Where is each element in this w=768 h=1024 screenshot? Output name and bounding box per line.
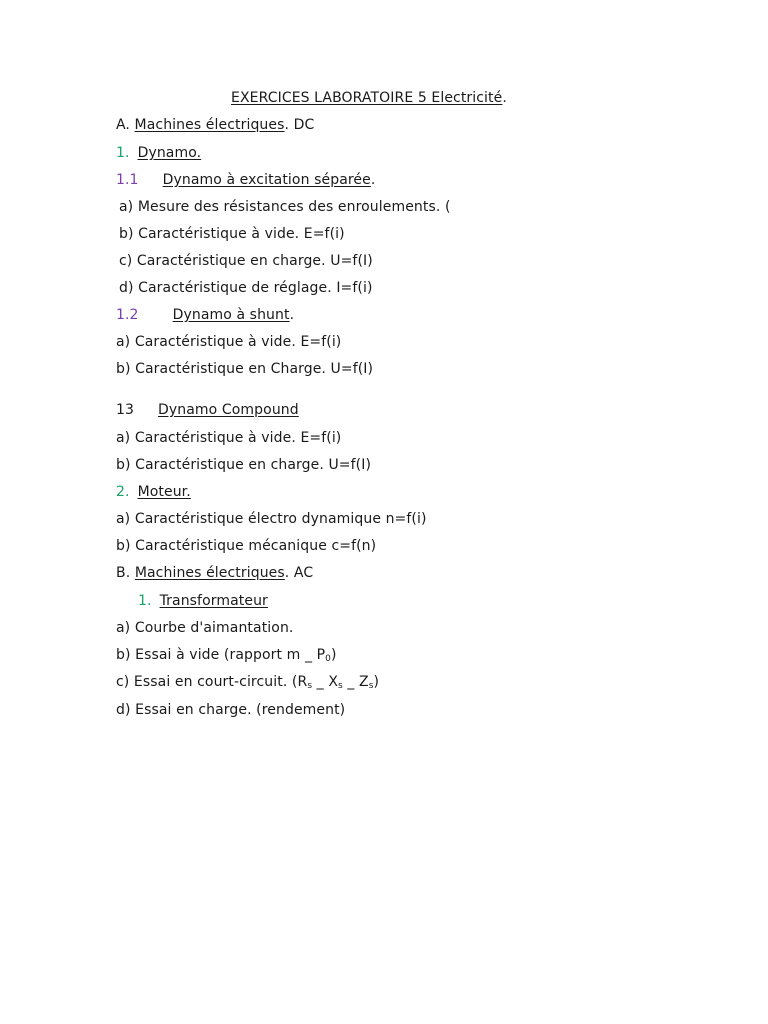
list-item <box>116 456 371 474</box>
list-text: Essai en court-circuit. (R <box>133 674 308 690</box>
subsection-1-2-title: Dynamo à shunt <box>172 307 290 323</box>
list-text-mid: _ Z <box>342 674 369 690</box>
list-marker: a) <box>119 199 134 215</box>
list-text-end: ) <box>373 674 380 690</box>
subsection-1-3-title: Dynamo Compound <box>158 402 299 418</box>
subsection-1-2-heading <box>116 306 294 324</box>
subscript: s <box>368 681 374 691</box>
list-marker: b) <box>116 457 131 473</box>
list-item <box>119 252 373 270</box>
list-text: Caractéristique électro dynamique n=f(i) <box>134 511 427 527</box>
title-dot: . <box>502 90 507 106</box>
dynamo-number: 1. <box>116 145 130 161</box>
list-item <box>116 429 341 447</box>
list-text: Caractéristique à vide. E=f(i) <box>134 430 342 446</box>
subsection-1-2-number: 1.2 <box>116 307 139 323</box>
section-b-letter: B. <box>116 565 131 581</box>
section-a-suffix: . DC <box>284 117 315 133</box>
list-item <box>116 673 379 691</box>
subsection-1-3-heading <box>116 401 299 419</box>
subsection-1-2-dot: . <box>289 307 295 323</box>
list-text: Essai en charge. (rendement) <box>135 702 346 718</box>
subscript: s <box>338 681 343 691</box>
list-item <box>116 510 427 528</box>
moteur-number: 2. <box>116 484 130 500</box>
moteur-title: Moteur. <box>137 484 191 500</box>
list-marker: b) <box>116 361 131 377</box>
transformateur-heading <box>138 592 268 610</box>
list-marker: a) <box>116 430 131 446</box>
list-item <box>116 701 345 719</box>
list-text: Mesure des résistances des enroulements. ( <box>137 199 451 215</box>
list-text: Courbe d'aimantation. <box>134 620 294 636</box>
document-title <box>231 89 507 107</box>
list-marker: b) <box>116 538 131 554</box>
subsection-1-1-dot: . <box>370 172 376 188</box>
section-a-heading <box>116 116 314 134</box>
transformateur-title: Transformateur <box>159 593 268 609</box>
list-item <box>119 225 345 243</box>
list-item <box>119 198 451 216</box>
list-marker: a) <box>116 511 131 527</box>
list-text: Essai à vide (rapport m _ P <box>135 647 326 663</box>
list-item <box>116 646 337 664</box>
list-text: Caractéristique en Charge. U=f(I) <box>135 361 374 377</box>
list-text: Caractéristique de réglage. I=f(i) <box>138 280 373 296</box>
list-item <box>116 333 341 351</box>
section-b-title: Machines électriques <box>134 565 285 581</box>
list-marker: d) <box>116 702 131 718</box>
list-item <box>116 619 293 637</box>
section-b-suffix: . AC <box>284 565 314 581</box>
list-marker: c) <box>119 253 133 269</box>
subscript: s <box>307 681 313 691</box>
section-b-heading <box>116 564 313 582</box>
list-text-mid: _ X <box>312 674 339 690</box>
title-text: EXERCICES LABORATOIRE 5 Electricité <box>231 90 503 106</box>
section-a-letter: A. <box>116 117 130 133</box>
section-a-title: Machines électriques <box>134 117 285 133</box>
subsection-1-1-number: 1.1 <box>116 172 139 188</box>
list-text: Caractéristique en charge. U=f(I) <box>136 253 373 269</box>
list-item <box>119 279 373 297</box>
moteur-heading <box>116 483 191 501</box>
dynamo-heading <box>116 144 201 162</box>
list-item <box>116 537 376 555</box>
list-marker: a) <box>116 620 131 636</box>
list-marker: d) <box>119 280 134 296</box>
list-text-end: ) <box>330 647 337 663</box>
transformateur-number: 1. <box>138 593 152 609</box>
subsection-1-1-heading <box>116 171 375 189</box>
list-marker: b) <box>116 647 131 663</box>
list-text: Caractéristique à vide. E=f(i) <box>134 334 342 350</box>
subsection-1-1-title: Dynamo à excitation séparée <box>162 172 371 188</box>
list-text: Caractéristique mécanique c=f(n) <box>135 538 377 554</box>
subscript: 0 <box>325 654 331 664</box>
list-marker: a) <box>116 334 131 350</box>
list-text: Caractéristique en charge. U=f(I) <box>135 457 372 473</box>
dynamo-title: Dynamo. <box>137 145 202 161</box>
list-marker: c) <box>116 674 130 690</box>
subsection-1-3-number: 13 <box>116 402 135 418</box>
list-text: Caractéristique à vide. E=f(i) <box>138 226 345 242</box>
list-marker: b) <box>119 226 134 242</box>
list-item <box>116 360 373 378</box>
